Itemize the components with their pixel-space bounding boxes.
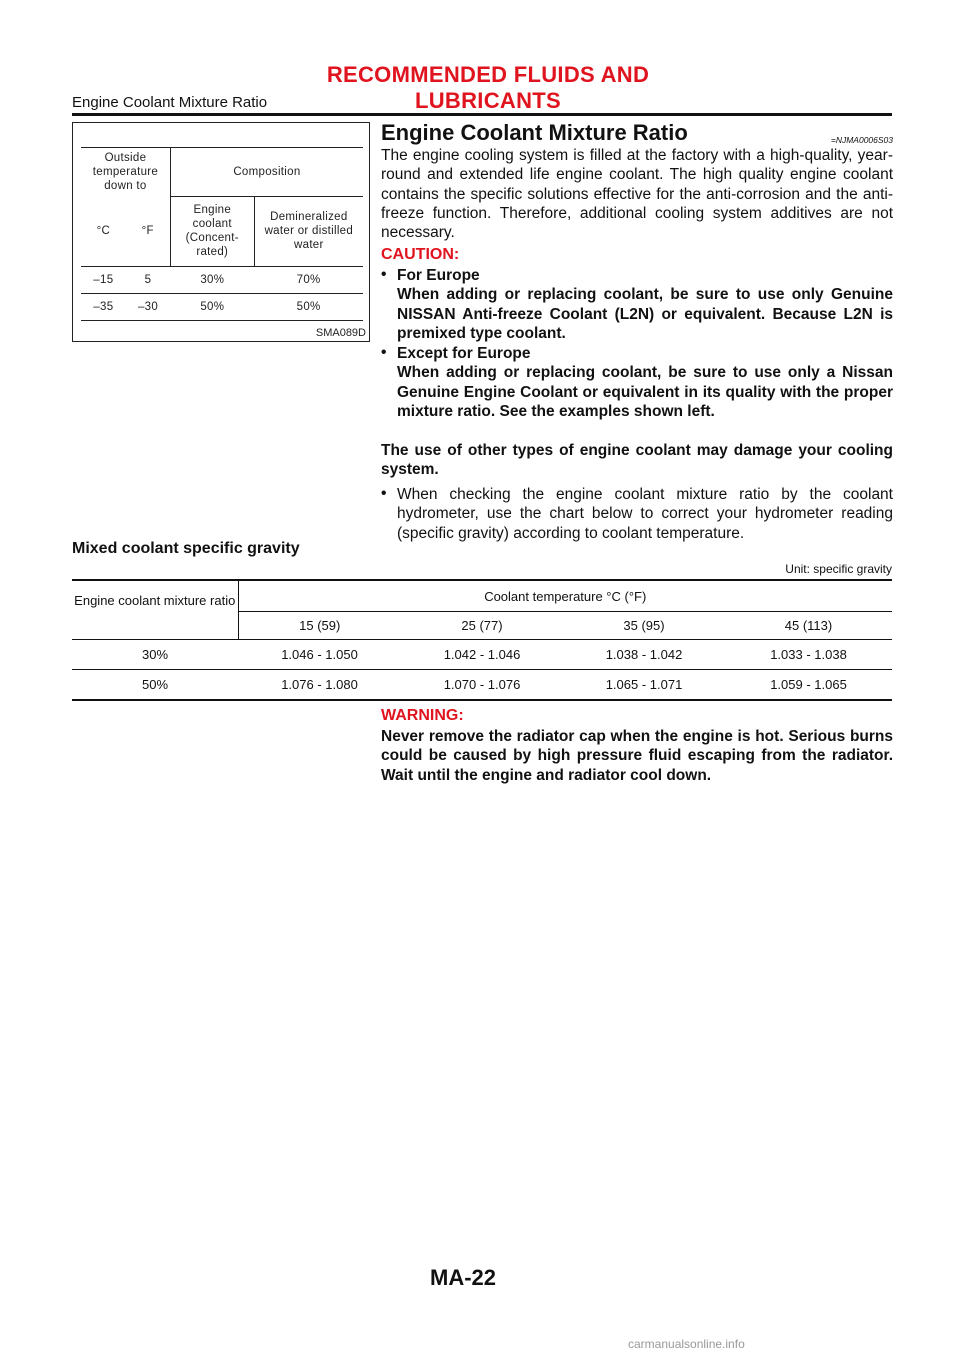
bullet-text: When adding or replacing coolant, be sure to use only Genuine NISSAN Anti-freeze Coolant (L2N) or equivalent. Because L2N is premixed type coolant. (397, 286, 893, 342)
warning-text: Never remove the radiator cap when the engine is hot. Serious burns could be caused by high pressure fluid escaping from the radiator. Wait until the engine and radiator cool down. (381, 728, 893, 784)
bullet-mark: • (381, 485, 387, 502)
intro-paragraph: The engine cooling system is filled at the factory with a high-quality, year-round and extended life engine coolant. The high quality engine coolant contains the specific solutions effective for the anti-corrosion and the anti-freeze function. Therefore, additional cooling system additives are not necessary. (381, 147, 893, 242)
header-rule (72, 113, 892, 116)
bullet-lead: For Europe (397, 267, 480, 284)
table-row (72, 640, 892, 670)
gravity-cell: 1.065 - 1.071 (563, 670, 725, 701)
ratio-cell: 50% (72, 670, 238, 701)
fig-header-water: Demineralized water or distilled water (264, 211, 354, 252)
gravity-cell: 1.042 - 1.046 (401, 640, 563, 670)
section-heading (381, 120, 893, 146)
table-row (72, 670, 892, 701)
page-header-title: RECOMMENDED FLUIDS AND LUBRICANTS (326, 62, 650, 113)
ratio-header: Engine coolant mixture ratio (72, 580, 238, 640)
specific-gravity-table (72, 579, 892, 701)
temperature-header: Coolant temperature °C (°F) (238, 580, 892, 612)
page-number: MA-22 (430, 1265, 497, 1290)
temperature-col: 35 (95) (623, 618, 665, 633)
coolant-damage-note: The use of other types of engine coolant may damage your cooling system. (381, 442, 893, 479)
gravity-cell: 1.038 - 1.042 (563, 640, 725, 670)
warning-label: WARNING: (381, 707, 464, 724)
bullet-lead: Except for Europe (397, 345, 531, 362)
composition-table (81, 147, 363, 321)
gravity-cell: 1.070 - 1.076 (401, 670, 563, 701)
fig-cell-c: –35 (81, 294, 126, 321)
section-code: =NJMA0006S03 (830, 135, 893, 145)
fig-header-composition: Composition (170, 148, 363, 197)
ratio-cell: 30% (72, 640, 238, 670)
bullet-mark: • (381, 266, 387, 283)
gravity-cell: 1.046 - 1.050 (238, 640, 401, 670)
fig-header-engine-coolant: Engine coolant (Concent- rated) (170, 196, 254, 267)
page-header-subtitle: Engine Coolant Mixture Ratio (72, 94, 268, 111)
fig-cell-c: –15 (81, 267, 126, 294)
caution-label: CAUTION: (381, 246, 460, 263)
fig-cell-coolant: 50% (170, 294, 254, 321)
temperature-col: 15 (59) (299, 618, 341, 633)
gravity-cell: 1.033 - 1.038 (725, 640, 892, 670)
fig-header-outside: Outside temperature down to (81, 148, 170, 197)
hydrometer-instruction: When checking the engine coolant mixture ratio by the coolant hydrometer, use the chart below to correct your hydrometer reading (specific gravity) according to coolant temperature. (397, 486, 893, 542)
gravity-table-title: Mixed coolant specific gravity (72, 540, 300, 557)
bullet-text: When adding or replacing coolant, be sure to use only a Nissan Genuine Engine Coolant or equivalent in its quality with the proper mixture ratio. See the examples shown left. (397, 364, 893, 420)
fig-unit-c: °C (96, 225, 111, 237)
fig-cell-f: 5 (126, 267, 171, 294)
section-title: Engine Coolant Mixture Ratio (381, 120, 688, 145)
fig-unit-f: °F (126, 196, 171, 267)
watermark: carmanualsonline.info (628, 1337, 745, 1351)
fig-cell-water: 70% (254, 267, 363, 294)
temperature-col: 25 (77) (461, 618, 503, 633)
figure-id: SMA089D (315, 327, 366, 339)
temperature-col: 45 (113) (784, 618, 833, 633)
fig-cell-coolant: 30% (170, 267, 254, 294)
coolant-composition-figure (72, 122, 370, 342)
bullet-item-europe (397, 266, 893, 343)
gravity-cell: 1.059 - 1.065 (725, 670, 892, 701)
bullet-mark: • (381, 344, 387, 361)
fig-cell-f: –30 (126, 294, 171, 321)
gravity-table-unit: Unit: specific gravity (785, 562, 892, 576)
gravity-cell: 1.076 - 1.080 (238, 670, 401, 701)
bullet-item-except-europe (397, 344, 893, 421)
fig-cell-water: 50% (254, 294, 363, 321)
